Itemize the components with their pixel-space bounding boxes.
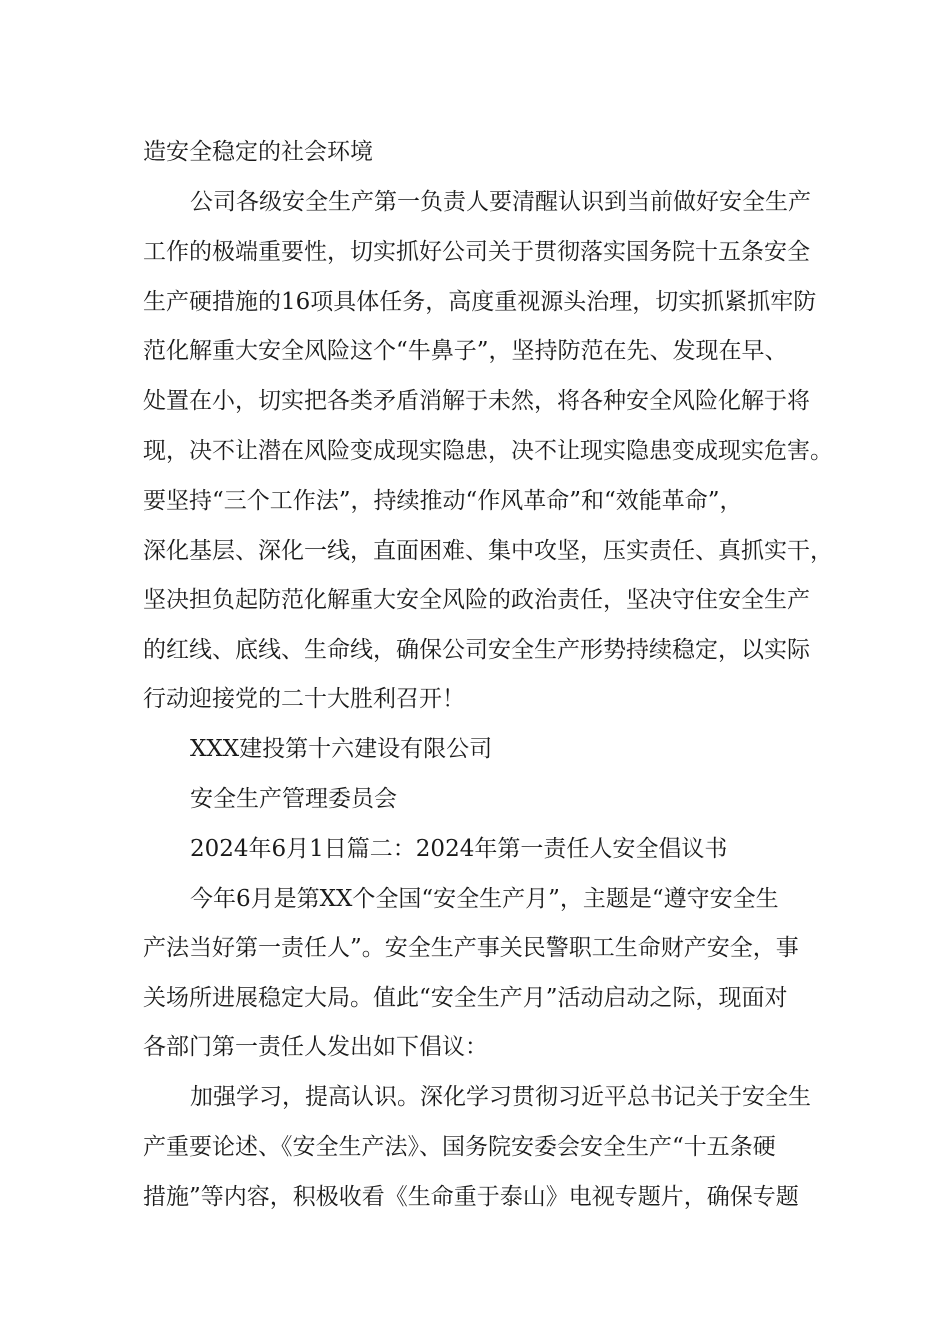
text-line: 造安全稳定的社会环境 [143, 139, 373, 165]
company-name: XXX建投第十六建设有限公司 [190, 736, 493, 762]
text-line: 范化解重大安全风险这个“牛鼻子”，坚持防范在先、发现在早、 [143, 338, 788, 364]
text-line: 各部门第一责任人发出如下倡议： [143, 1034, 488, 1060]
text-line: 的红线、底线、生命线，确保公司安全生产形势持续稳定，以实际 [143, 637, 810, 663]
text-line: 加强学习，提高认识。深化学习贯彻习近平总书记关于安全生 [190, 1084, 811, 1110]
text-line: 现，决不让潜在风险变成现实隐患，决不让现实隐患变成现实危害。 [143, 438, 833, 464]
text-line: 产法当好第一责任人”。安全生产事关民警职工生命财产安全，事 [143, 935, 799, 961]
text-line: 关场所进展稳定大局。值此“安全生产月”活动启动之际，现面对 [143, 985, 788, 1011]
date-and-section-title: 2024年6月1日篇二：2024年第一责任人安全倡议书 [190, 836, 728, 862]
text-line: 坚决担负起防范化解重大安全风险的政治责任，坚决守住安全生产 [143, 587, 810, 613]
text-line: 要坚持“三个工作法”，持续推动“作风革命”和“效能革命”， [143, 488, 743, 514]
text-line: 今年6月是第XX个全国“安全生产月”，主题是“遵守安全生 [190, 886, 779, 912]
text-line: 处置在小，切实把各类矛盾消解于未然，将各种安全风险化解于将 [143, 388, 810, 414]
text-line: 公司各级安全生产第一负责人要清醒认识到当前做好安全生产 [190, 189, 811, 215]
text-line: 工作的极端重要性，切实抓好公司关于贯彻落实国务院十五条安全 [143, 239, 810, 265]
text-line: 产重要论述、《安全生产法》、国务院安委会安全生产“十五条硬 [143, 1134, 776, 1160]
committee-name: 安全生产管理委员会 [190, 786, 397, 812]
text-line: 措施”等内容，积极收看《生命重于泰山》电视专题片，确保专题 [143, 1184, 799, 1210]
text-line: 行动迎接党的二十大胜利召开！ [143, 686, 465, 712]
text-line: 生产硬措施的16项具体任务，高度重视源头治理，切实抓紧抓牢防 [143, 289, 817, 315]
text-line: 深化基层、深化一线，直面困难、集中攻坚，压实责任、真抓实干， [143, 538, 833, 564]
